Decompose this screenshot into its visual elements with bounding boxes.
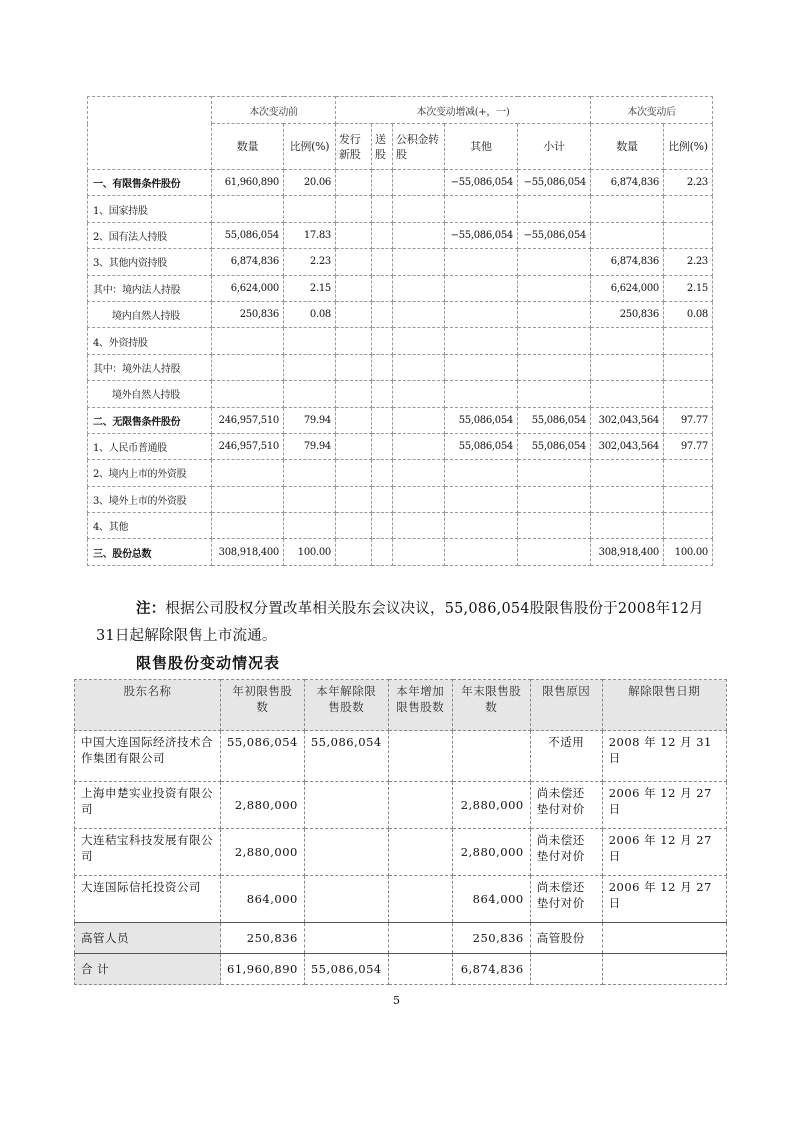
header-bonus: 送股 — [372, 124, 393, 170]
cell-bonus — [372, 486, 393, 512]
cell-other — [445, 539, 518, 565]
header-start: 年初限售股数 — [221, 680, 305, 731]
cell-bonus — [372, 196, 393, 222]
table-row — [88, 460, 713, 486]
row-label: 4、外资持股 — [88, 328, 212, 354]
released-count: 55,086,054 — [304, 954, 388, 985]
cell-reserve — [393, 486, 445, 512]
cell-other — [445, 460, 518, 486]
cell-after-pct: 2.15 — [664, 275, 713, 301]
cell-reserve — [393, 354, 445, 380]
cell-other — [445, 301, 518, 327]
cell-new-issue — [336, 196, 372, 222]
cell-after-pct — [664, 354, 713, 380]
note-paragraph — [96, 595, 706, 650]
cell-new-issue — [336, 486, 372, 512]
start-count: 61,960,890 — [221, 954, 305, 985]
cell-after-pct: 97.77 — [664, 433, 713, 459]
cell-reserve — [393, 539, 445, 565]
end-count: 2,880,000 — [452, 782, 530, 829]
added-count — [388, 731, 452, 782]
cell-subtotal: 55,086,054 — [518, 407, 591, 433]
end-count — [452, 731, 530, 782]
cell-after-qty: 6,874,836 — [591, 170, 664, 196]
cell-before-qty: 308,918,400 — [212, 539, 284, 565]
cell-other — [445, 196, 518, 222]
cell-after-pct — [664, 381, 713, 407]
holder-name: 合 计 — [75, 954, 221, 985]
row-label: 4、其他 — [88, 513, 212, 539]
share-change-table — [87, 96, 713, 566]
header-added: 本年增加限售股数 — [388, 680, 452, 731]
cell-subtotal — [518, 301, 591, 327]
row-label: 二、无限售条件股份 — [88, 407, 212, 433]
added-count — [388, 782, 452, 829]
cell-before-pct — [284, 486, 336, 512]
holder-name: 中国大连国际经济技术合作集团有限公司 — [75, 731, 221, 782]
table-row — [88, 301, 713, 327]
release-date: 2006 年 12 月 27 日 — [602, 782, 726, 829]
cell-other — [445, 381, 518, 407]
cell-after-qty: 6,624,000 — [591, 275, 664, 301]
table-row — [75, 829, 727, 876]
cell-after-qty: 250,836 — [591, 301, 664, 327]
cell-before-qty: 250,836 — [212, 301, 284, 327]
cell-reserve — [393, 381, 445, 407]
header-subtotal: 小计 — [518, 124, 591, 170]
row-label: 其中：境内法人持股 — [88, 275, 212, 301]
cell-before-pct: 79.94 — [284, 407, 336, 433]
cell-after-qty — [591, 486, 664, 512]
cell-after-pct — [664, 222, 713, 248]
start-count: 2,880,000 — [221, 782, 305, 829]
cell-before-pct: 79.94 — [284, 433, 336, 459]
cell-after-pct: 97.77 — [664, 407, 713, 433]
cell-bonus — [372, 275, 393, 301]
cell-new-issue — [336, 249, 372, 275]
table-row — [75, 923, 727, 954]
restrict-reason — [530, 954, 602, 985]
cell-bonus — [372, 170, 393, 196]
cell-reserve — [393, 222, 445, 248]
restrict-reason: 高管股份 — [530, 923, 602, 954]
cell-new-issue — [336, 328, 372, 354]
restrict-reason: 尚未偿还垫付对价 — [530, 782, 602, 829]
cell-after-pct: 100.00 — [664, 539, 713, 565]
cell-subtotal — [518, 196, 591, 222]
cell-before-qty — [212, 460, 284, 486]
start-count: 250,836 — [221, 923, 305, 954]
cell-after-qty — [591, 196, 664, 222]
table-row — [88, 407, 713, 433]
table-row — [75, 731, 727, 782]
cell-after-qty — [591, 513, 664, 539]
cell-other — [445, 249, 518, 275]
released-count — [304, 923, 388, 954]
end-count: 2,880,000 — [452, 829, 530, 876]
restricted-shares-body — [75, 731, 727, 985]
start-count: 55,086,054 — [221, 731, 305, 782]
cell-new-issue — [336, 513, 372, 539]
table-row — [88, 539, 713, 565]
cell-other — [445, 486, 518, 512]
header-date: 解除限售日期 — [602, 680, 726, 731]
release-date: 2006 年 12 月 27 日 — [602, 829, 726, 876]
cell-reserve — [393, 433, 445, 459]
cell-after-qty: 302,043,564 — [591, 407, 664, 433]
cell-bonus — [372, 301, 393, 327]
cell-after-qty — [591, 328, 664, 354]
added-count — [388, 829, 452, 876]
row-label: 境外自然人持股 — [88, 381, 212, 407]
cell-before-pct: 0.08 — [284, 301, 336, 327]
cell-before-qty: 6,624,000 — [212, 275, 284, 301]
cell-before-qty: 61,960,890 — [212, 170, 284, 196]
restrict-reason: 尚未偿还垫付对价 — [530, 829, 602, 876]
restricted-shares-title: 限售股份变动情况表 — [136, 654, 281, 672]
cell-bonus — [372, 222, 393, 248]
release-date: 2008 年 12 月 31 日 — [602, 731, 726, 782]
table-row — [75, 782, 727, 829]
row-label: 三、股份总数 — [88, 539, 212, 565]
table-row — [88, 354, 713, 380]
group-header-row — [88, 97, 713, 124]
cell-new-issue — [336, 539, 372, 565]
header-other: 其他 — [445, 124, 518, 170]
table-row — [88, 433, 713, 459]
header-end: 年末限售股数 — [452, 680, 530, 731]
added-count — [388, 923, 452, 954]
note-prefix: 注： — [136, 599, 166, 617]
holder-name: 上海申楚实业投资有限公司 — [75, 782, 221, 829]
table-row — [88, 222, 713, 248]
table-row — [88, 513, 713, 539]
cell-subtotal: −55,086,054 — [518, 170, 591, 196]
released-count — [304, 782, 388, 829]
row-label: 1、国家持股 — [88, 196, 212, 222]
cell-bonus — [372, 433, 393, 459]
cell-before-qty: 55,086,054 — [212, 222, 284, 248]
cell-reserve — [393, 328, 445, 354]
cell-bonus — [372, 539, 393, 565]
cell-after-qty — [591, 222, 664, 248]
end-count: 250,836 — [452, 923, 530, 954]
table-row — [88, 486, 713, 512]
table-row — [75, 876, 727, 923]
released-count: 55,086,054 — [304, 731, 388, 782]
cell-after-qty: 6,874,836 — [591, 249, 664, 275]
cell-after-qty — [591, 381, 664, 407]
row-label: 2、境内上市的外资股 — [88, 460, 212, 486]
holder-name: 高管人员 — [75, 923, 221, 954]
cell-new-issue — [336, 381, 372, 407]
cell-subtotal — [518, 381, 591, 407]
cell-before-qty — [212, 328, 284, 354]
header-new-issue: 发行新股 — [336, 124, 372, 170]
cell-subtotal — [518, 354, 591, 380]
cell-before-pct: 100.00 — [284, 539, 336, 565]
cell-before-qty — [212, 196, 284, 222]
release-date: 2006 年 12 月 27 日 — [602, 876, 726, 923]
row-label: 一、有限售条件股份 — [88, 170, 212, 196]
cell-before-qty: 6,874,836 — [212, 249, 284, 275]
row-label: 1、人民币普通股 — [88, 433, 212, 459]
cell-subtotal: 55,086,054 — [518, 433, 591, 459]
cell-other — [445, 513, 518, 539]
cell-bonus — [372, 513, 393, 539]
cell-subtotal — [518, 249, 591, 275]
header-after: 本次变动后 — [591, 97, 713, 124]
cell-after-pct: 2.23 — [664, 249, 713, 275]
added-count — [388, 876, 452, 923]
table-row — [88, 170, 713, 196]
end-count: 6,874,836 — [452, 954, 530, 985]
table-row — [75, 954, 727, 985]
cell-before-pct: 20.06 — [284, 170, 336, 196]
share-change-body — [88, 170, 713, 566]
cell-before-qty — [212, 354, 284, 380]
cell-reserve — [393, 407, 445, 433]
table-row — [88, 275, 713, 301]
cell-after-pct — [664, 196, 713, 222]
note-text: 根据公司股权分置改革相关股东会议决议，55,086,054股限售股份于2008年12月31日起解除限售上市流通。 — [96, 600, 704, 644]
cell-new-issue — [336, 301, 372, 327]
cell-bonus — [372, 407, 393, 433]
cell-subtotal — [518, 460, 591, 486]
cell-after-pct: 2.23 — [664, 170, 713, 196]
restrict-reason: 不适用 — [530, 731, 602, 782]
cell-other: 55,086,054 — [445, 433, 518, 459]
header-change: 本次变动增减(+，一) — [336, 97, 591, 124]
row-label: 其中：境外法人持股 — [88, 354, 212, 380]
cell-subtotal — [518, 486, 591, 512]
header-released: 本年解除限售股数 — [304, 680, 388, 731]
page-number: 5 — [393, 994, 400, 1007]
cell-new-issue — [336, 354, 372, 380]
cell-subtotal — [518, 275, 591, 301]
cell-before-pct — [284, 354, 336, 380]
cell-after-qty — [591, 354, 664, 380]
restricted-shares-table — [74, 679, 727, 985]
cell-other: −55,086,054 — [445, 170, 518, 196]
cell-reserve — [393, 301, 445, 327]
cell-after-pct — [664, 486, 713, 512]
released-count — [304, 829, 388, 876]
holder-name: 大连秸宝科技发展有限公司 — [75, 829, 221, 876]
header-before: 本次变动前 — [212, 97, 336, 124]
cell-after-pct — [664, 328, 713, 354]
released-count — [304, 876, 388, 923]
cell-new-issue — [336, 275, 372, 301]
start-count: 2,880,000 — [221, 829, 305, 876]
cell-other — [445, 328, 518, 354]
row-label: 2、国有法人持股 — [88, 222, 212, 248]
cell-reserve — [393, 249, 445, 275]
cell-subtotal: −55,086,054 — [518, 222, 591, 248]
row-label: 3、其他内资持股 — [88, 249, 212, 275]
cell-after-pct — [664, 513, 713, 539]
table-row — [88, 249, 713, 275]
header-before-qty: 数量 — [212, 124, 284, 170]
cell-before-pct — [284, 328, 336, 354]
cell-reserve — [393, 196, 445, 222]
cell-before-pct — [284, 460, 336, 486]
cell-reserve — [393, 275, 445, 301]
row-label: 境内自然人持股 — [88, 301, 212, 327]
cell-new-issue — [336, 433, 372, 459]
start-count: 864,000 — [221, 876, 305, 923]
cell-after-qty: 302,043,564 — [591, 433, 664, 459]
table-row — [88, 381, 713, 407]
cell-before-pct: 17.83 — [284, 222, 336, 248]
holder-name: 大连国际信托投资公司 — [75, 876, 221, 923]
cell-before-qty: 246,957,510 — [212, 407, 284, 433]
cell-before-pct: 2.23 — [284, 249, 336, 275]
cell-reserve — [393, 460, 445, 486]
header-before-pct: 比例(%) — [284, 124, 336, 170]
cell-after-qty: 308,918,400 — [591, 539, 664, 565]
release-date — [602, 923, 726, 954]
table-row — [88, 196, 713, 222]
cell-before-qty — [212, 486, 284, 512]
header-reason: 限售原因 — [530, 680, 602, 731]
header-blank — [88, 97, 212, 170]
cell-before-pct — [284, 196, 336, 222]
cell-new-issue — [336, 222, 372, 248]
header-reserve: 公积金转股 — [393, 124, 445, 170]
end-count: 864,000 — [452, 876, 530, 923]
cell-before-qty — [212, 513, 284, 539]
restricted-header-row — [75, 680, 727, 731]
table-row — [88, 328, 713, 354]
cell-reserve — [393, 513, 445, 539]
cell-before-pct — [284, 381, 336, 407]
cell-before-pct: 2.15 — [284, 275, 336, 301]
cell-other: −55,086,054 — [445, 222, 518, 248]
cell-before-pct — [284, 513, 336, 539]
cell-new-issue — [336, 460, 372, 486]
cell-subtotal — [518, 328, 591, 354]
cell-after-qty — [591, 460, 664, 486]
cell-bonus — [372, 354, 393, 380]
header-after-qty: 数量 — [591, 124, 664, 170]
cell-before-qty — [212, 381, 284, 407]
cell-new-issue — [336, 407, 372, 433]
restrict-reason: 尚未偿还垫付对价 — [530, 876, 602, 923]
cell-after-pct: 0.08 — [664, 301, 713, 327]
cell-other — [445, 275, 518, 301]
added-count — [388, 954, 452, 985]
cell-bonus — [372, 249, 393, 275]
cell-other — [445, 354, 518, 380]
header-holder: 股东名称 — [75, 680, 221, 731]
cell-bonus — [372, 460, 393, 486]
row-label: 3、境外上市的外资股 — [88, 486, 212, 512]
release-date — [602, 954, 726, 985]
cell-bonus — [372, 381, 393, 407]
cell-new-issue — [336, 170, 372, 196]
header-after-pct: 比例(%) — [664, 124, 713, 170]
cell-other: 55,086,054 — [445, 407, 518, 433]
cell-after-pct — [664, 460, 713, 486]
cell-bonus — [372, 328, 393, 354]
cell-subtotal — [518, 513, 591, 539]
cell-subtotal — [518, 539, 591, 565]
cell-before-qty: 246,957,510 — [212, 433, 284, 459]
cell-reserve — [393, 170, 445, 196]
